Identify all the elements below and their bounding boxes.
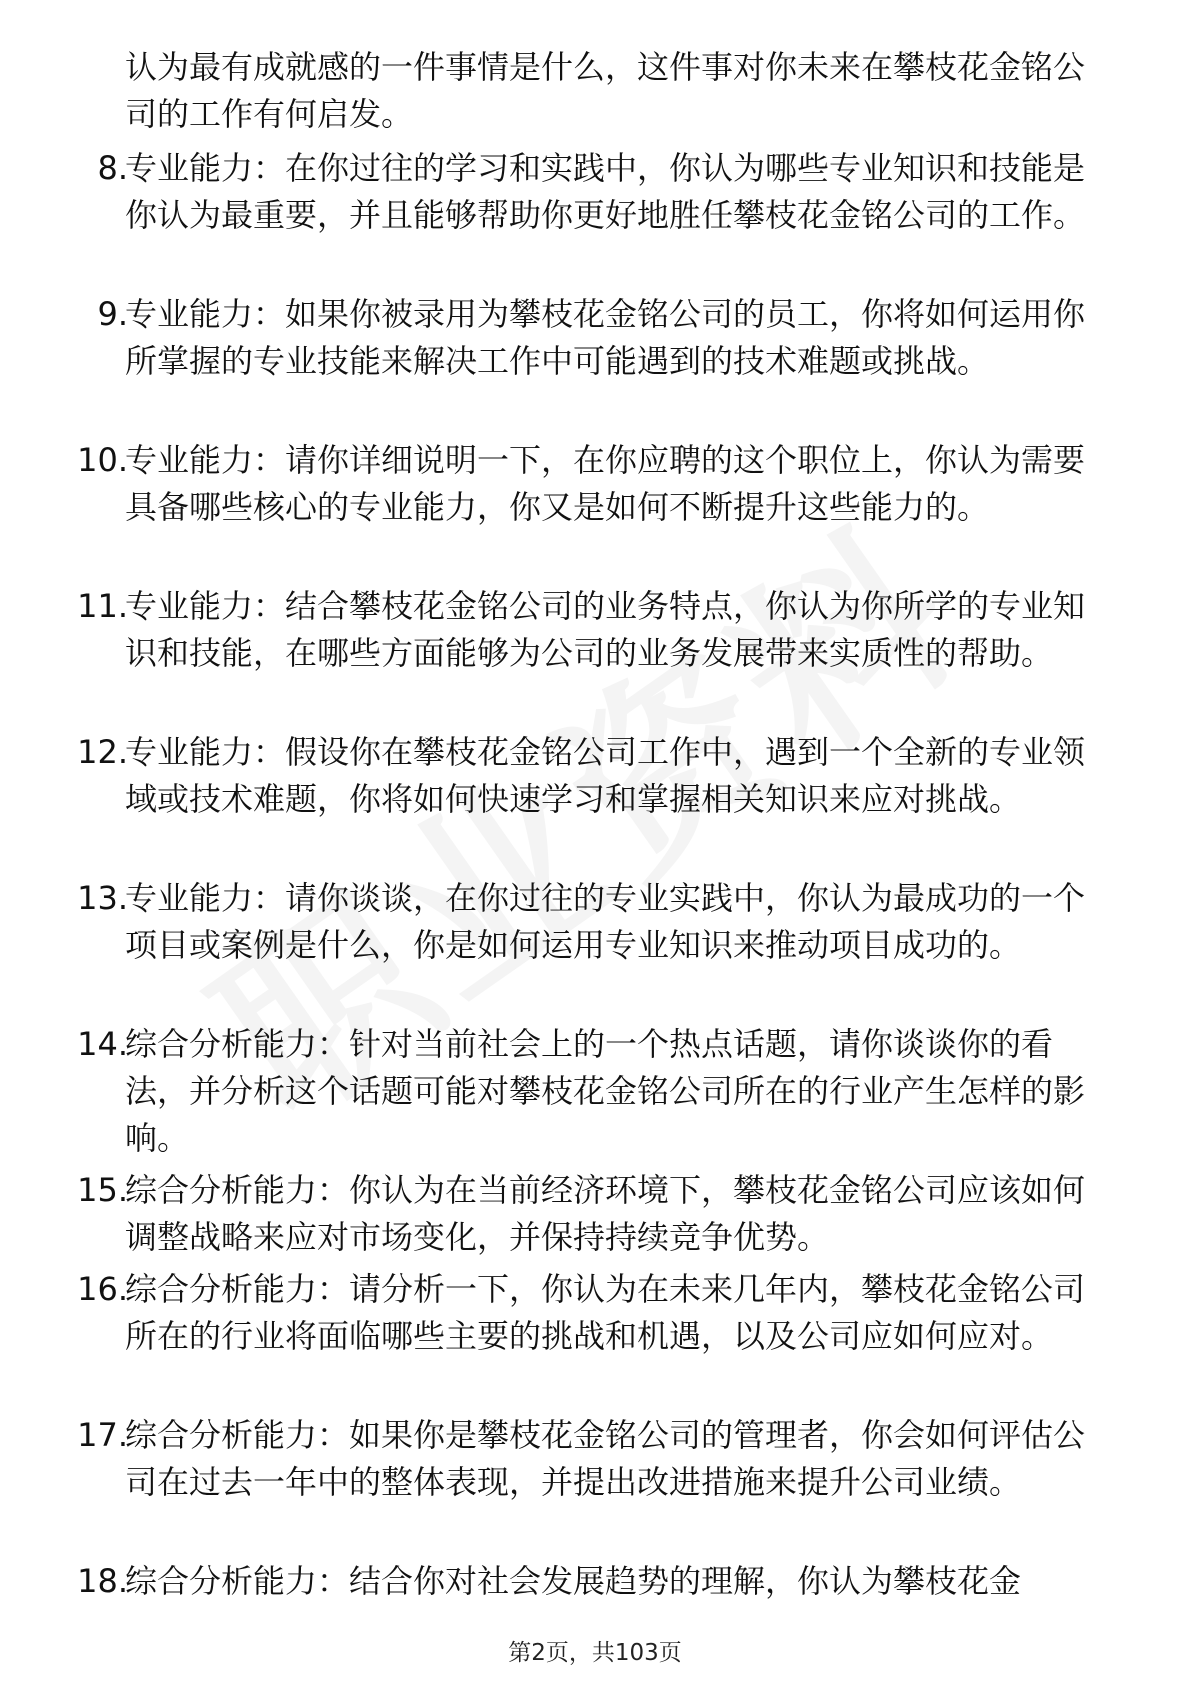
question-text: 专业能力：结合攀枝花金铭公司的业务特点，你认为你所学的专业知识和技能，在哪些方面能够为公司的业务发展带来实质性的帮助。 xyxy=(125,587,1086,672)
question-number: 13. xyxy=(77,879,128,917)
question-number: 11. xyxy=(77,587,128,625)
question-text: 专业能力：假设你在攀枝花金铭公司工作中，遇到一个全新的专业领域或技术难题，你将如何快速学习和掌握相关知识来应对挑战。 xyxy=(125,733,1086,818)
question-number: 9. xyxy=(97,295,128,333)
question-number: 18. xyxy=(77,1562,128,1600)
question-text: 专业能力：在你过往的学习和实践中，你认为哪些专业知识和技能是你认为最重要，并且能够帮助你更好地胜任攀枝花金铭公司的工作。 xyxy=(125,149,1086,234)
question-text: 综合分析能力：请分析一下，你认为在未来几年内，攀枝花金铭公司所在的行业将面临哪些主要的挑战和机遇，以及公司应如何应对。 xyxy=(125,1270,1086,1355)
question-number: 15. xyxy=(77,1171,128,1209)
question-number: 8. xyxy=(97,149,128,187)
question-number: 12. xyxy=(77,733,128,771)
question-number: 17. xyxy=(77,1416,128,1454)
question-number: 10. xyxy=(77,441,128,479)
intro-continuation: 认为最有成就感的一件事情是什么，这件事对你未来在攀枝花金铭公司的工作有何启发。 xyxy=(125,48,1086,133)
question-number: 16. xyxy=(77,1270,128,1308)
question-text: 专业能力：如果你被录用为攀枝花金铭公司的员工，你将如何运用你所掌握的专业技能来解决工作中可能遇到的技术难题或挑战。 xyxy=(125,295,1086,380)
question-text: 综合分析能力：针对当前社会上的一个热点话题，请你谈谈你的看法，并分析这个话题可能对攀枝花金铭公司所在的行业产生怎样的影响。 xyxy=(125,1025,1086,1157)
question-text: 专业能力：请你谈谈，在你过往的专业实践中，你认为最成功的一个项目或案例是什么，你是如何运用专业知识来推动项目成功的。 xyxy=(125,879,1086,964)
question-number: 14. xyxy=(77,1025,128,1063)
question-text: 综合分析能力：如果你是攀枝花金铭公司的管理者，你会如何评估公司在过去一年中的整体表现，并提出改进措施来提升公司业绩。 xyxy=(125,1416,1086,1501)
page-number-label: 第2页，共103页 xyxy=(508,1640,682,1666)
question-text: 综合分析能力：结合你对社会发展趋势的理解，你认为攀枝花金 xyxy=(125,1562,1022,1600)
page-footer xyxy=(0,1638,1190,1668)
question-text: 综合分析能力：你认为在当前经济环境下，攀枝花金铭公司应该如何调整战略来应对市场变化，并保持持续竞争优势。 xyxy=(125,1171,1086,1256)
question-text: 专业能力：请你详细说明一下，在你应聘的这个职位上，你认为需要具备哪些核心的专业能力，你又是如何不断提升这些能力的。 xyxy=(125,441,1086,526)
